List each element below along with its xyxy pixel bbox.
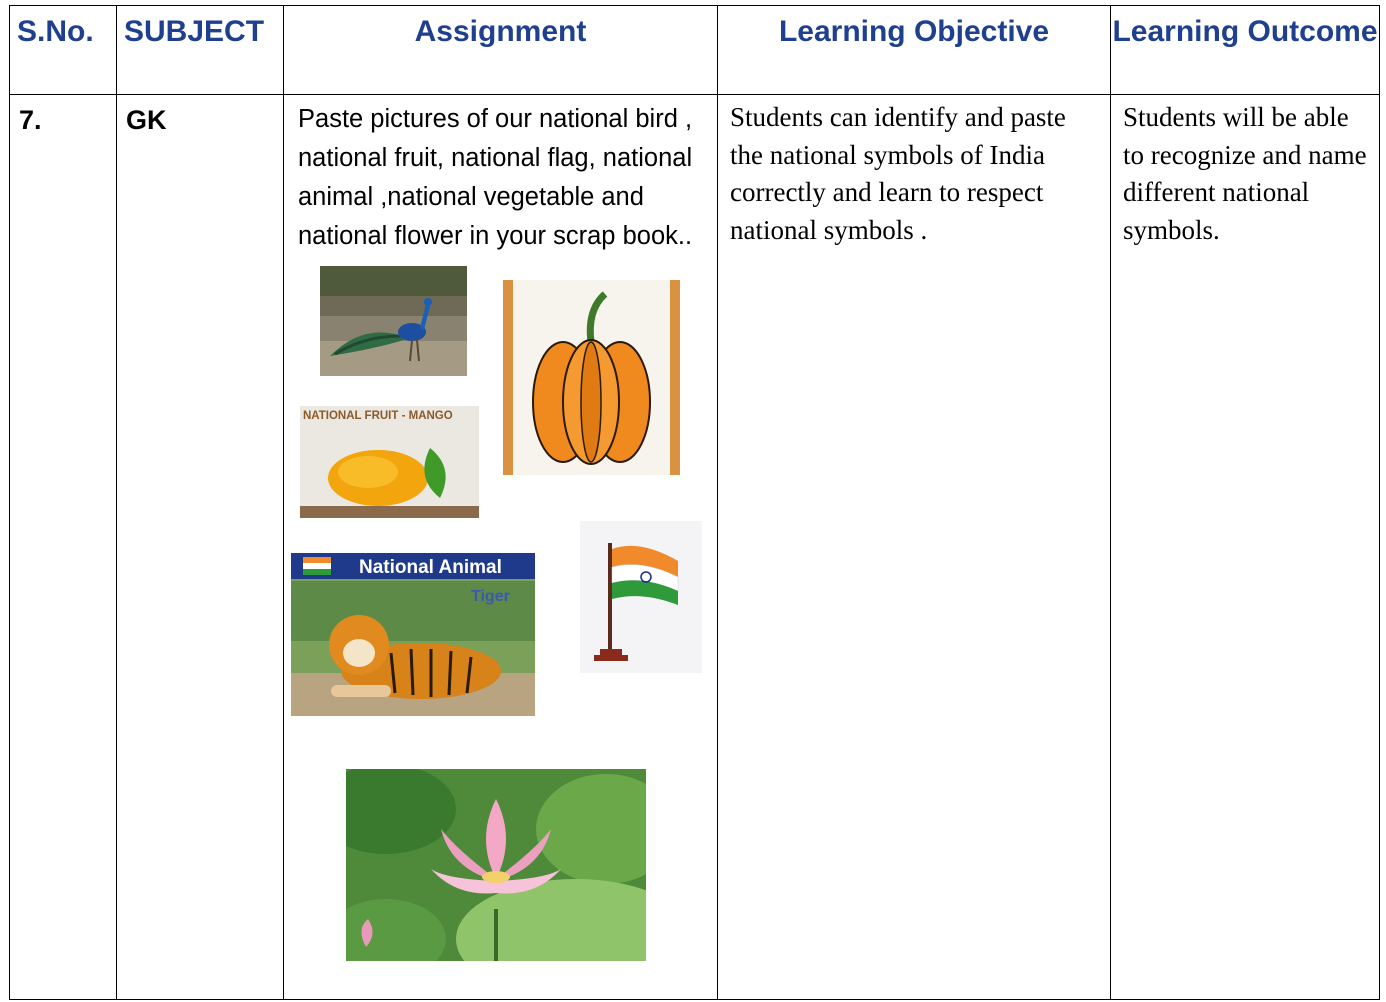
mango-image: [300, 406, 479, 518]
flag-image: [580, 521, 702, 673]
cell-learning-outcome: [1111, 95, 1380, 1000]
header-learning-outcome: Learning Outcome: [1111, 6, 1380, 95]
cell-subject: GK: [117, 95, 284, 1000]
cell-sno: 7.: [10, 95, 117, 1000]
header-assignment: Assignment: [284, 6, 718, 95]
mango-label: NATIONAL FRUIT - MANGO: [303, 410, 453, 422]
assignment-text: Paste pictures of our national bird , national fruit, national flag, national animal ,national vegetable and national flower in your scrap book..: [298, 105, 693, 250]
table-row: [10, 95, 1380, 1000]
header-row: [10, 6, 1380, 95]
animal-name: Tiger: [471, 588, 510, 605]
pumpkin-image: [503, 280, 680, 475]
objective-text: Students can identify and paste the national symbols of India correctly and learn to respect national symbols .: [730, 102, 1066, 245]
animal-banner: National Animal: [359, 557, 502, 578]
peacock-image: [320, 266, 467, 376]
header-subject: SUBJECT: [117, 6, 284, 95]
outcome-text: Students will be able to recognize and name different national symbols.: [1123, 102, 1367, 245]
tiger-image: [291, 553, 535, 716]
header-sno: S.No.: [10, 6, 117, 95]
cell-learning-objective: [718, 95, 1111, 1000]
cell-assignment: [284, 95, 718, 1000]
lotus-image: [346, 769, 646, 961]
pictures-area: [284, 256, 717, 961]
header-learning-objective: Learning Objective: [718, 6, 1111, 95]
assignment-table: [9, 5, 1380, 1000]
